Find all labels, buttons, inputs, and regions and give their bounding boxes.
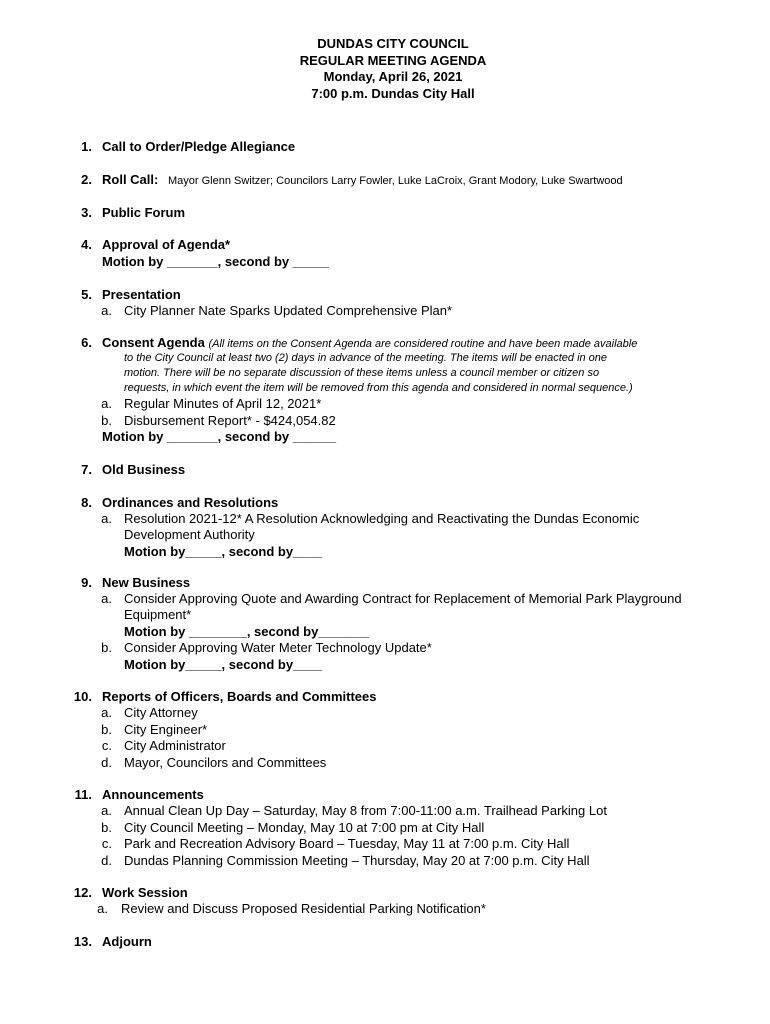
item-title-old-business: Old Business (102, 462, 186, 477)
sub-item-letter: d. (101, 853, 112, 868)
item-number: 9. (81, 575, 92, 590)
sub-item-letter: a. (101, 705, 112, 720)
sub-item-text: Mayor, Councilors and Committees (124, 755, 327, 770)
item-title-announcements: Announcements (102, 787, 204, 802)
sub-item-letter: d. (101, 755, 112, 770)
item-number: 10. (73, 689, 92, 704)
motion-line: Motion by _______, second by _____ (102, 254, 329, 269)
meeting-date: Monday, April 26, 2021 (323, 69, 463, 84)
item-title-ordinances: Ordinances and Resolutions (102, 495, 279, 510)
meeting-time-location: 7:00 p.m. Dundas City Hall (311, 85, 475, 101)
sub-item-letter: c. (101, 836, 112, 851)
item-title-adjourn: Adjourn (102, 934, 152, 949)
sub-item-letter: a. (97, 901, 108, 916)
sub-item-text: City Engineer* (124, 722, 208, 737)
meeting-type: REGULAR MEETING AGENDA (299, 52, 487, 68)
sub-item-letter: a. (101, 803, 112, 818)
sub-item-letter: a. (101, 396, 112, 411)
motion-line: Motion by ________, second by_______ (124, 624, 369, 639)
sub-item-letter: a. (101, 303, 112, 318)
item-number: 13. (73, 934, 92, 949)
sub-item-letter: a. (101, 511, 112, 526)
item-title-call-to-order: Call to Order/Pledge Allegiance (102, 139, 296, 154)
item-title-approval-of-agenda: Approval of Agenda* (102, 237, 231, 252)
sub-item-text: Regular Minutes of April 12, 2021* (124, 396, 322, 411)
roll-call-members: Mayor Glenn Switzer; Councilors Larry Fowler, Luke LaCroix, Grant Modory, Luke Swartwood (167, 175, 623, 187)
sub-item-text: Park and Recreation Advisory Board – Tuesday, May 11 at 7:00 p.m. City Hall (124, 836, 570, 851)
consent-agenda-line (102, 335, 637, 352)
motion-line: Motion by_____, second by____ (124, 657, 322, 672)
item-title-new-business: New Business (102, 575, 191, 590)
item-title-reports: Reports of Officers, Boards and Committees (102, 689, 377, 704)
sub-item-letter: b. (101, 640, 112, 655)
sub-item-text: Disbursement Report* - $424,054.82 (124, 413, 336, 428)
sub-item-text: Equipment* (124, 607, 192, 622)
sub-item-letter: b. (101, 722, 112, 737)
motion-line: Motion by_____, second by____ (124, 544, 322, 559)
agenda-header (0, 36, 770, 102)
sub-item-text: Dundas Planning Commission Meeting – Thursday, May 20 at 7:00 p.m. City Hall (124, 853, 590, 868)
consent-note: motion. There will be no separate discussion of these items unless a council member or citizen so (124, 367, 600, 379)
sub-item-letter: a. (101, 591, 112, 606)
item-number: 7. (81, 462, 92, 477)
sub-item-letter: b. (101, 413, 112, 428)
consent-note: to the City Council at least two (2) days in advance of the meeting. The items will be enacted in one (124, 352, 608, 364)
item-number: 8. (81, 495, 92, 510)
sub-item-text: Resolution 2021-12* A Resolution Acknowledging and Reactivating the Dundas Economic (124, 511, 640, 526)
item-title-roll-call: Roll Call: (102, 172, 159, 187)
item-number: 11. (74, 787, 92, 802)
sub-item-text: City Planner Nate Sparks Updated Comprehensive Plan* (124, 303, 453, 318)
sub-item-text: Review and Discuss Proposed Residential Parking Notification* (121, 901, 486, 916)
sub-item-text: Consider Approving Water Meter Technology Update* (124, 640, 432, 655)
sub-item-text: Annual Clean Up Day – Saturday, May 8 from 7:00-11:00 a.m. Trailhead Parking Lot (124, 803, 607, 818)
item-number: 2. (81, 172, 92, 187)
item-title-consent-agenda: Consent Agenda (102, 335, 205, 350)
sub-item-text: Development Authority (124, 527, 255, 542)
item-number: 6. (81, 335, 92, 350)
item-number: 4. (81, 237, 92, 252)
item-number: 3. (81, 205, 92, 220)
sub-item-letter: b. (101, 820, 112, 835)
sub-item-letter: c. (101, 738, 112, 753)
sub-item-text: City Council Meeting – Monday, May 10 at 7:00 pm at City Hall (124, 820, 485, 835)
item-title-presentation: Presentation (102, 287, 181, 302)
item-number: 12. (73, 885, 92, 900)
sub-item-text: City Attorney (124, 705, 198, 720)
sub-item-text: Consider Approving Quote and Awarding Contract for Replacement of Memorial Park Playground (124, 591, 682, 606)
item-number: 1. (81, 139, 92, 154)
motion-line: Motion by _______, second by ______ (102, 429, 337, 444)
sub-item-text: City Administrator (124, 738, 226, 753)
item-title-public-forum: Public Forum (102, 205, 186, 220)
consent-note: requests, in which event the item will be removed from this agenda and considered in normal sequence.) (124, 382, 633, 394)
consent-note: (All items on the Consent Agenda are considered routine and have been made available (208, 338, 638, 350)
item-title-work-session: Work Session (102, 885, 188, 900)
item-number: 5. (81, 287, 92, 302)
council-name: DUNDAS CITY COUNCIL (317, 36, 469, 51)
roll-call-line (102, 172, 623, 189)
